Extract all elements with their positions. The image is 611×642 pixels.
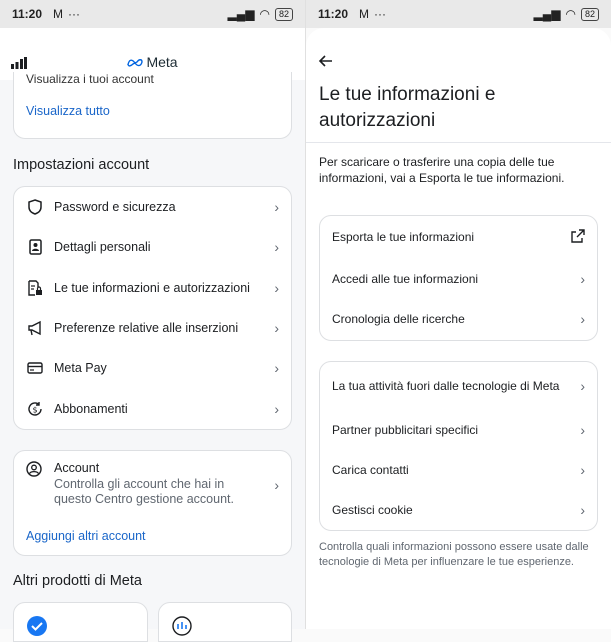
battery-icon: 82 bbox=[275, 8, 293, 21]
accounts-card bbox=[13, 72, 292, 139]
settings-row-label: Le tue informazioni e autorizzazioni bbox=[54, 280, 250, 295]
row-label: La tua attività fuori dalle tecnologie di Meta bbox=[332, 378, 560, 393]
product-card-verified[interactable] bbox=[13, 602, 148, 642]
other-products-heading: Altri prodotti di Meta bbox=[13, 573, 142, 589]
back-arrow-icon[interactable] bbox=[319, 54, 333, 72]
settings-row-personal-details[interactable] bbox=[14, 227, 291, 267]
ad-partners-row[interactable] bbox=[320, 410, 597, 450]
settings-row-subscriptions[interactable] bbox=[14, 388, 291, 428]
chevron-right-icon: › bbox=[274, 360, 279, 377]
add-accounts-link[interactable]: Aggiungi altri account bbox=[26, 529, 146, 543]
product-card-other[interactable] bbox=[158, 602, 293, 642]
settings-row-password[interactable] bbox=[14, 187, 291, 227]
account-title: Account bbox=[54, 461, 100, 475]
chevron-right-icon: › bbox=[274, 199, 279, 216]
meta-logo bbox=[0, 54, 305, 70]
settings-row-your-information[interactable] bbox=[14, 268, 291, 308]
footer-note: Controlla quali informazioni possono essere usate dalle tecnologie di Meta per influenzare le tue esperienze. bbox=[319, 541, 589, 568]
id-card-icon bbox=[26, 238, 44, 256]
access-info-row[interactable] bbox=[320, 259, 597, 299]
more-icon: ··· bbox=[68, 7, 81, 21]
upload-contacts-row[interactable] bbox=[320, 450, 597, 490]
products-row bbox=[13, 602, 292, 642]
gmail-icon: M bbox=[53, 7, 64, 21]
chevron-right-icon: › bbox=[580, 422, 585, 438]
chevron-right-icon: › bbox=[580, 502, 585, 518]
settings-card bbox=[13, 186, 292, 430]
more-icon: ··· bbox=[374, 7, 387, 21]
row-label: Cronologia delle ricerche bbox=[332, 311, 465, 326]
verified-badge-icon bbox=[26, 615, 48, 642]
meta-brand-text: Meta bbox=[146, 54, 178, 70]
doc-lock-icon bbox=[26, 279, 44, 297]
svg-text:$: $ bbox=[32, 405, 38, 415]
wifi-icon: ◠ bbox=[565, 7, 576, 21]
chevron-right-icon: › bbox=[274, 400, 279, 417]
chevron-right-icon: › bbox=[274, 320, 279, 337]
row-label: Esporta le tue informazioni bbox=[332, 230, 475, 244]
settings-row-meta-pay[interactable] bbox=[14, 348, 291, 388]
settings-row-label: Abbonamenti bbox=[54, 401, 128, 416]
search-history-row[interactable] bbox=[320, 299, 597, 339]
phone-left bbox=[0, 0, 305, 629]
status-time: 11:20 bbox=[12, 7, 43, 21]
status-time: 11:20 bbox=[318, 7, 349, 21]
account-settings-heading: Impostazioni account bbox=[13, 157, 150, 173]
battery-icon: 82 bbox=[581, 8, 599, 21]
settings-row-ad-preferences[interactable] bbox=[14, 308, 291, 348]
chevron-right-icon: › bbox=[580, 462, 585, 478]
account-row[interactable] bbox=[14, 451, 291, 507]
settings-row-label: Preferenze relative alle inserzioni bbox=[54, 321, 239, 336]
shield-icon bbox=[26, 198, 44, 216]
chevron-right-icon: › bbox=[274, 477, 279, 493]
chevron-right-icon: › bbox=[580, 271, 585, 287]
user-circle-icon bbox=[26, 461, 44, 507]
screen-left bbox=[0, 28, 305, 629]
chevron-right-icon: › bbox=[274, 279, 279, 296]
info-card-2 bbox=[319, 361, 598, 531]
divider bbox=[306, 142, 611, 143]
settings-row-label: Meta Pay bbox=[54, 361, 107, 376]
account-subtitle: Controlla gli account che hai in questo Centro gestione account. bbox=[54, 477, 234, 506]
chevron-right-icon: › bbox=[274, 239, 279, 256]
row-label: Partner pubblicitari specifici bbox=[332, 422, 479, 437]
view-all-link[interactable]: Visualizza tutto bbox=[26, 104, 110, 118]
row-label: Gestisci cookie bbox=[332, 502, 413, 517]
gmail-icon: M bbox=[359, 7, 370, 21]
off-meta-activity-row[interactable] bbox=[320, 362, 597, 410]
manage-cookies-row[interactable] bbox=[320, 490, 597, 530]
subscription-icon bbox=[26, 400, 44, 418]
cut-row-text: Visualizza i tuoi account bbox=[26, 72, 154, 86]
page-description: Per scaricare o trasferire una copia delle tue informazioni, vai a Esporta le tue informazioni. bbox=[319, 155, 565, 185]
settings-row-label: Password e sicurezza bbox=[54, 200, 176, 215]
signal-icon: ▂▄▆ bbox=[227, 7, 255, 21]
page-title: Le tue informazioni e autorizzazioni bbox=[319, 84, 496, 131]
export-info-row[interactable] bbox=[320, 216, 597, 259]
row-label: Carica contatti bbox=[332, 462, 409, 477]
info-card-1 bbox=[319, 215, 598, 341]
phone-right bbox=[305, 0, 611, 629]
chevron-right-icon: › bbox=[580, 311, 585, 327]
status-bar bbox=[0, 0, 305, 28]
screen-right bbox=[306, 28, 611, 629]
megaphone-icon bbox=[26, 319, 44, 337]
card-icon bbox=[26, 359, 44, 377]
wifi-icon: ◠ bbox=[259, 7, 270, 21]
product-icon bbox=[171, 615, 193, 642]
signal-icon: ▂▄▆ bbox=[533, 7, 561, 21]
row-label: Accedi alle tue informazioni bbox=[332, 271, 479, 286]
account-card bbox=[13, 450, 292, 556]
settings-row-label: Dettagli personali bbox=[54, 240, 151, 255]
external-link-icon bbox=[571, 229, 585, 246]
status-bar bbox=[306, 0, 611, 28]
chevron-right-icon: › bbox=[580, 378, 585, 394]
